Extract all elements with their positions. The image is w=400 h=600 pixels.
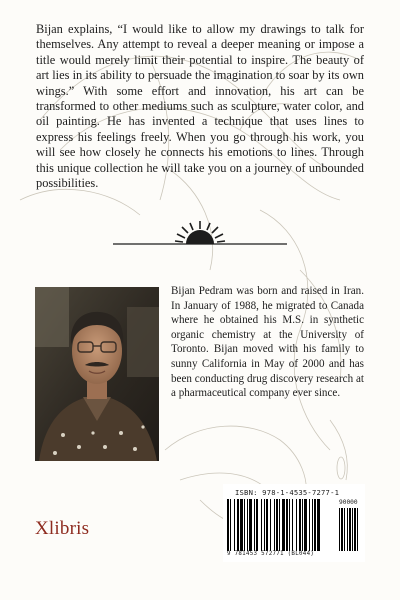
barcode-bars [227,499,363,551]
barcode-bar [312,499,313,551]
isbn-label: ISBN: 978-1-4535-7277-1 [235,488,340,497]
barcode-bar [261,499,262,551]
barcode-bar [264,499,265,551]
barcode-bar [286,499,288,551]
barcode-bar [276,499,278,551]
barcode-bar [244,499,245,551]
barcode-bar [234,499,235,551]
barcode-bar [254,499,255,551]
barcode-bar [274,499,275,551]
barcode-bar [299,499,301,551]
barcode-bar [240,499,243,551]
barcode-bar [230,499,231,551]
barcode-bar [302,499,303,551]
barcode-bar [237,499,239,551]
barcode-bar [249,499,252,551]
barcode-addon-bar [339,508,340,551]
barcode-addon-bar [349,508,351,551]
barcode-addon-bar [347,508,348,551]
barcode-bar [289,499,290,551]
barcode-bar [256,499,258,551]
barcode-addon-bar [357,508,358,551]
barcode-bar [317,499,320,551]
barcode-bar [266,499,268,551]
intro-paragraph: Bijan explains, “I would like to allow my drawings to talk for themselves. Any attempt to reveal a deeper meaning or impose a title would merely limit their potential to inspire. The beauty of art lies in its ability to persuade the imagination to soar by its own wings.” With some effort and innovation, his art can be transformed to other mediums such as sculpture, water color, and oil painting. He has invented a technique that uses lines to express his feelings freely. When you go through his work, you will see how closely he connects his emotions to lines. Through this unique collection he will take you on a journey of unbounded possibilities. [36,22,364,191]
barcode-addon-bar [352,508,353,551]
barcode-addon-number: 90000 [339,499,358,506]
barcode-bar [292,499,293,551]
barcode-digits: 9 781453 572771 (BL044) [227,551,315,557]
author-bio: Bijan Pedram was born and raised in Iran. In January of 1988, he migrated to Canada where he obtained his M.S. in synthetic organic chemistry at the University of Toronto. Bijan moved with his family to sunny California in May of 2000 and has been conducting drug discovery research at a pharmaceutical company ever since. [171,285,364,400]
barcode-bar [227,499,229,551]
author-photo [35,287,159,461]
barcode-bar [247,499,248,551]
barcode-addon-bar [341,508,343,551]
barcode-bar [270,499,271,551]
barcode-bar [279,499,280,551]
barcode-addon-bar [344,508,345,551]
barcode-bar [314,499,316,551]
barcode-bar [304,499,307,551]
barcode-bar [282,499,285,551]
publisher-logo: Xlibris [35,518,90,539]
isbn-barcode [223,484,365,562]
barcode-addon-bar [354,508,356,551]
barcode-bar [309,499,310,551]
barcode-bar [296,499,297,551]
sunburst-divider-ornament [113,220,287,252]
